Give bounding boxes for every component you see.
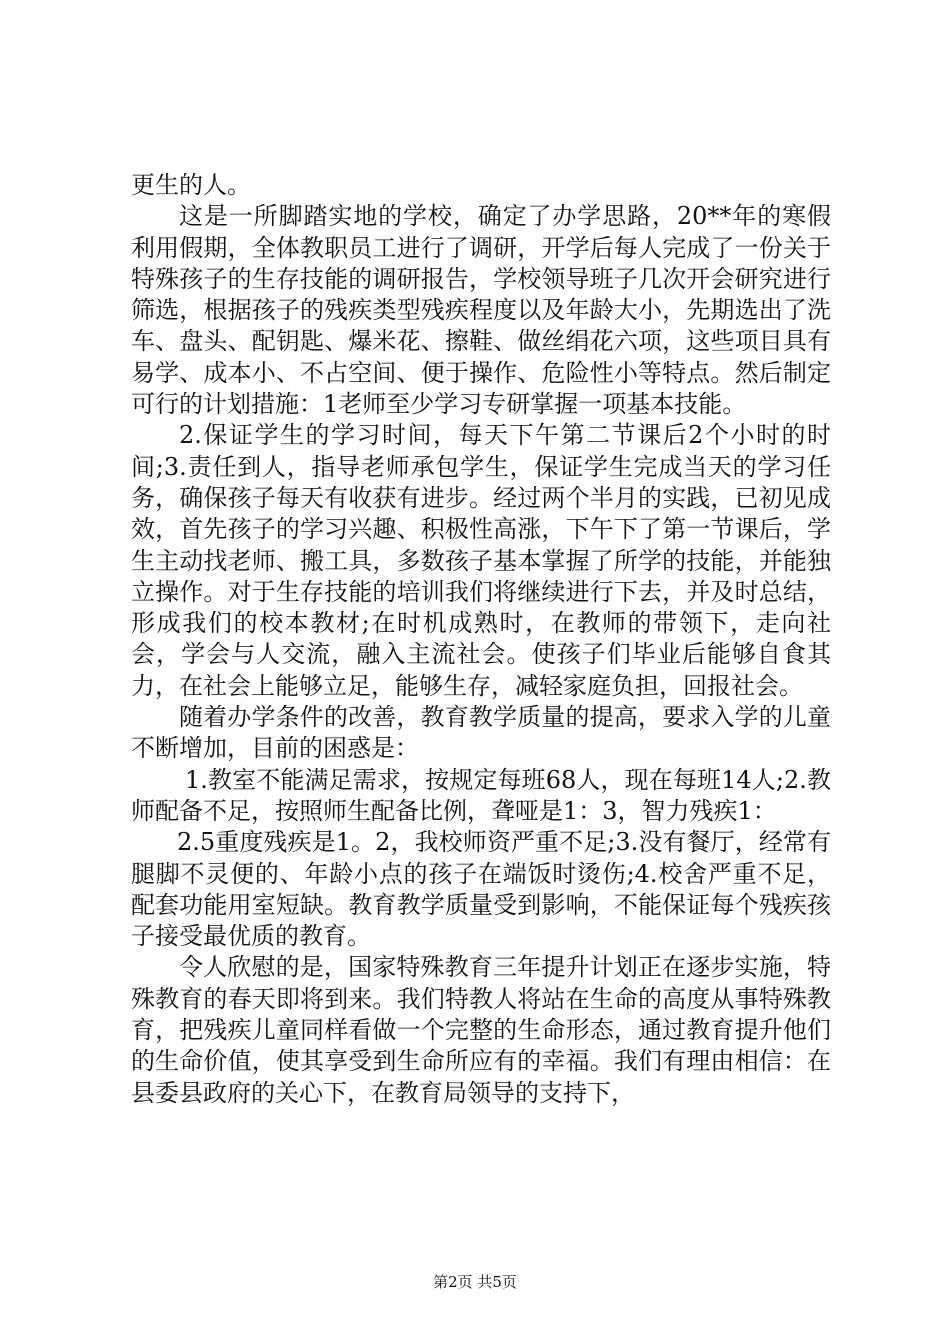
paragraph: 随着办学条件的改善，教育教学质量的提高，要求入学的儿童不断增加，目前的困惑是： [131,703,831,763]
document-body [131,170,831,1109]
paragraph: 更生的人。 [131,171,251,199]
paragraph: 2.5重度残疾是1。2，我校师资严重不足;3.没有餐厅，经常有腿脚不灵便的、年龄小点的孩子在端饭时烫伤;4.校舍严重不足，配套功能用室短缺。教育教学质量受到影响，不能保证每个残疾孩子接受最优质的教育。 [131,828,831,951]
page-footer: 第2页 共5页 [433,1273,517,1291]
paragraph: 令人欣慰的是，国家特殊教育三年提升计划正在逐步实施，特殊教育的春天即将到来。我们特教人将站在生命的高度从事特殊教育，把残疾儿童同样看做一个完整的生命形态，通过教育提升他们的生命价值，使其享受到生命所应有的幸福。我们有理由相信：在县委县政府的关心下，在教育局领导的支持下， [131,953,831,1107]
paragraph: 2.保证学生的学习时间，每天下午第二节课后2个小时的时间;3.责任到人，指导老师承包学生，保证学生完成当天的学习任务，确保孩子每天有收获有进步。经过两个半月的实践，已初见成效，首先孩子的学习兴趣、积极性高涨，下午下了第一节课后，学生主动找老师、搬工具，多数孩子基本掌握了所学的技能，并能独立操作。对于生存技能的培训我们将继续进行下去，并及时总结，形成我们的校本教材;在时机成熟时，在教师的带领下，走向社会，学会与人交流，融入主流社会。使孩子们毕业后能够自食其力，在社会上能够立足，能够生存，减轻家庭负担，回报社会。 [131,421,831,700]
paragraph: 1.教室不能满足需求，按规定每班68人，现在每班14人;2.教师配备不足，按照师生配备比例，聋哑是1：3，智力残疾1： [131,765,831,825]
paragraph: 这是一所脚踏实地的学校，确定了办学思路，20**年的寒假利用假期，全体教职员工进行了调研，开学后每人完成了一份关于特殊孩子的生存技能的调研报告，学校领导班子几次开会研究进行筛选，根据孩子的残疾类型残疾程度以及年龄大小，先期选出了洗车、盘头、配钥匙、爆米花、擦鞋、做丝绢花六项，这些项目具有易学、成本小、不占空间、便于操作、危险性小等特点。然后制定可行的计划措施：1老师至少学习专研掌握一项基本技能。 [131,202,831,419]
